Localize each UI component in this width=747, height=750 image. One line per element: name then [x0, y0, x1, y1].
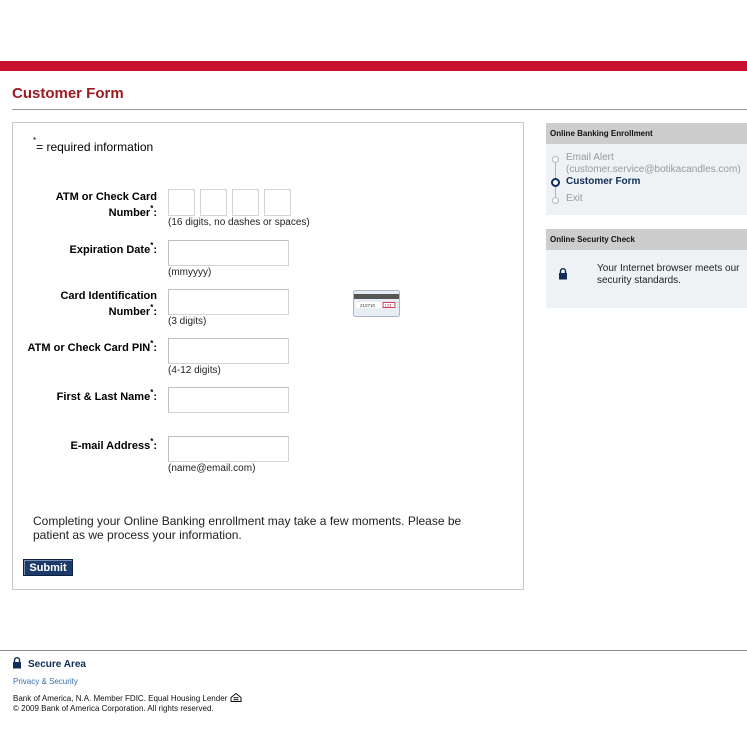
card-digits: 210710: [360, 303, 376, 308]
submit-button[interactable]: Submit: [23, 559, 73, 576]
step-dot-exit: [552, 197, 559, 204]
cid-label: Card Identification Number*:: [60, 290, 157, 318]
required-marker: *: [150, 388, 154, 397]
lock-icon: [12, 657, 22, 669]
legal-line-1-text: Bank of America, N.A. Member FDIC. Equal Housing Lender: [13, 694, 228, 703]
email-hint: (name@email.com): [168, 463, 256, 474]
legal-line-2: © 2009 Bank of America Corporation. All rights reserved.: [13, 704, 214, 713]
page-title: Customer Form: [12, 85, 124, 102]
privacy-security-link[interactable]: Privacy & Security: [13, 677, 78, 686]
card-number-input-1[interactable]: [168, 189, 195, 216]
expiration-label-text: Expiration Date: [69, 244, 151, 256]
pin-input[interactable]: [168, 338, 289, 364]
expiration-label: Expiration Date*:: [69, 241, 157, 256]
legal-line-1: [13, 693, 242, 703]
card-number-input-3[interactable]: [232, 189, 259, 216]
step-email-alert: Email Alert: [566, 152, 614, 163]
email-input[interactable]: [168, 436, 289, 462]
card-number-label: ATM or Check Card Number*:: [55, 191, 157, 219]
name-label: First & Last Name*:: [56, 388, 157, 403]
expiration-hint: (mmyyyy): [168, 267, 212, 278]
enrollment-heading: Online Banking Enrollment: [546, 123, 747, 144]
pin-label-text: ATM or Check Card PIN: [27, 342, 151, 354]
cid-label-line1: Card Identification: [60, 290, 157, 302]
pin-label: ATM or Check Card PIN*:: [27, 339, 157, 354]
processing-note: Completing your Online Banking enrollment may take a few moments. Please be patient as we process your information.: [33, 514, 462, 542]
equal-housing-icon: [230, 693, 242, 702]
email-label: E-mail Address*:: [70, 437, 157, 452]
security-heading: Online Security Check: [546, 229, 747, 250]
name-input[interactable]: [168, 387, 289, 413]
card-cvv: 123: [384, 302, 392, 308]
required-marker: *: [150, 339, 154, 348]
step-customer-form: Customer Form: [566, 176, 641, 187]
email-label-text: E-mail Address: [70, 440, 151, 452]
secure-area-label: Secure Area: [28, 659, 86, 670]
required-marker: *: [150, 204, 154, 213]
required-marker: *: [33, 136, 37, 145]
required-note-text: = required information: [36, 140, 154, 154]
required-marker: *: [150, 241, 154, 250]
step-dot-customer-form: [551, 178, 560, 187]
expiration-input[interactable]: [168, 240, 289, 266]
card-number-label-line1: ATM or Check Card: [55, 191, 157, 203]
cid-hint: (3 digits): [168, 316, 207, 327]
card-number-input-2[interactable]: [200, 189, 227, 216]
required-marker: *: [150, 437, 154, 446]
step-exit: Exit: [566, 193, 583, 204]
title-divider: [12, 109, 747, 110]
step-dot-email-alert: [552, 156, 559, 163]
card-icon: [353, 290, 400, 317]
footer-divider: [0, 650, 747, 651]
name-label-text: First & Last Name: [56, 391, 151, 403]
card-number-input-4[interactable]: [264, 189, 291, 216]
cid-label-line2: Number: [108, 306, 151, 318]
step-email-alert-address: (customer.service@botikacandles.com): [566, 164, 741, 175]
security-message: Your Internet browser meets our security standards.: [597, 263, 740, 286]
required-note: [33, 136, 154, 154]
lock-icon: [558, 268, 568, 280]
cid-input[interactable]: [168, 289, 289, 315]
brand-bar: [0, 61, 747, 71]
card-number-label-line2: Number: [108, 207, 151, 219]
required-marker: *: [150, 303, 154, 312]
card-number-hint: (16 digits, no dashes or spaces): [168, 217, 310, 228]
pin-hint: (4-12 digits): [168, 365, 221, 376]
